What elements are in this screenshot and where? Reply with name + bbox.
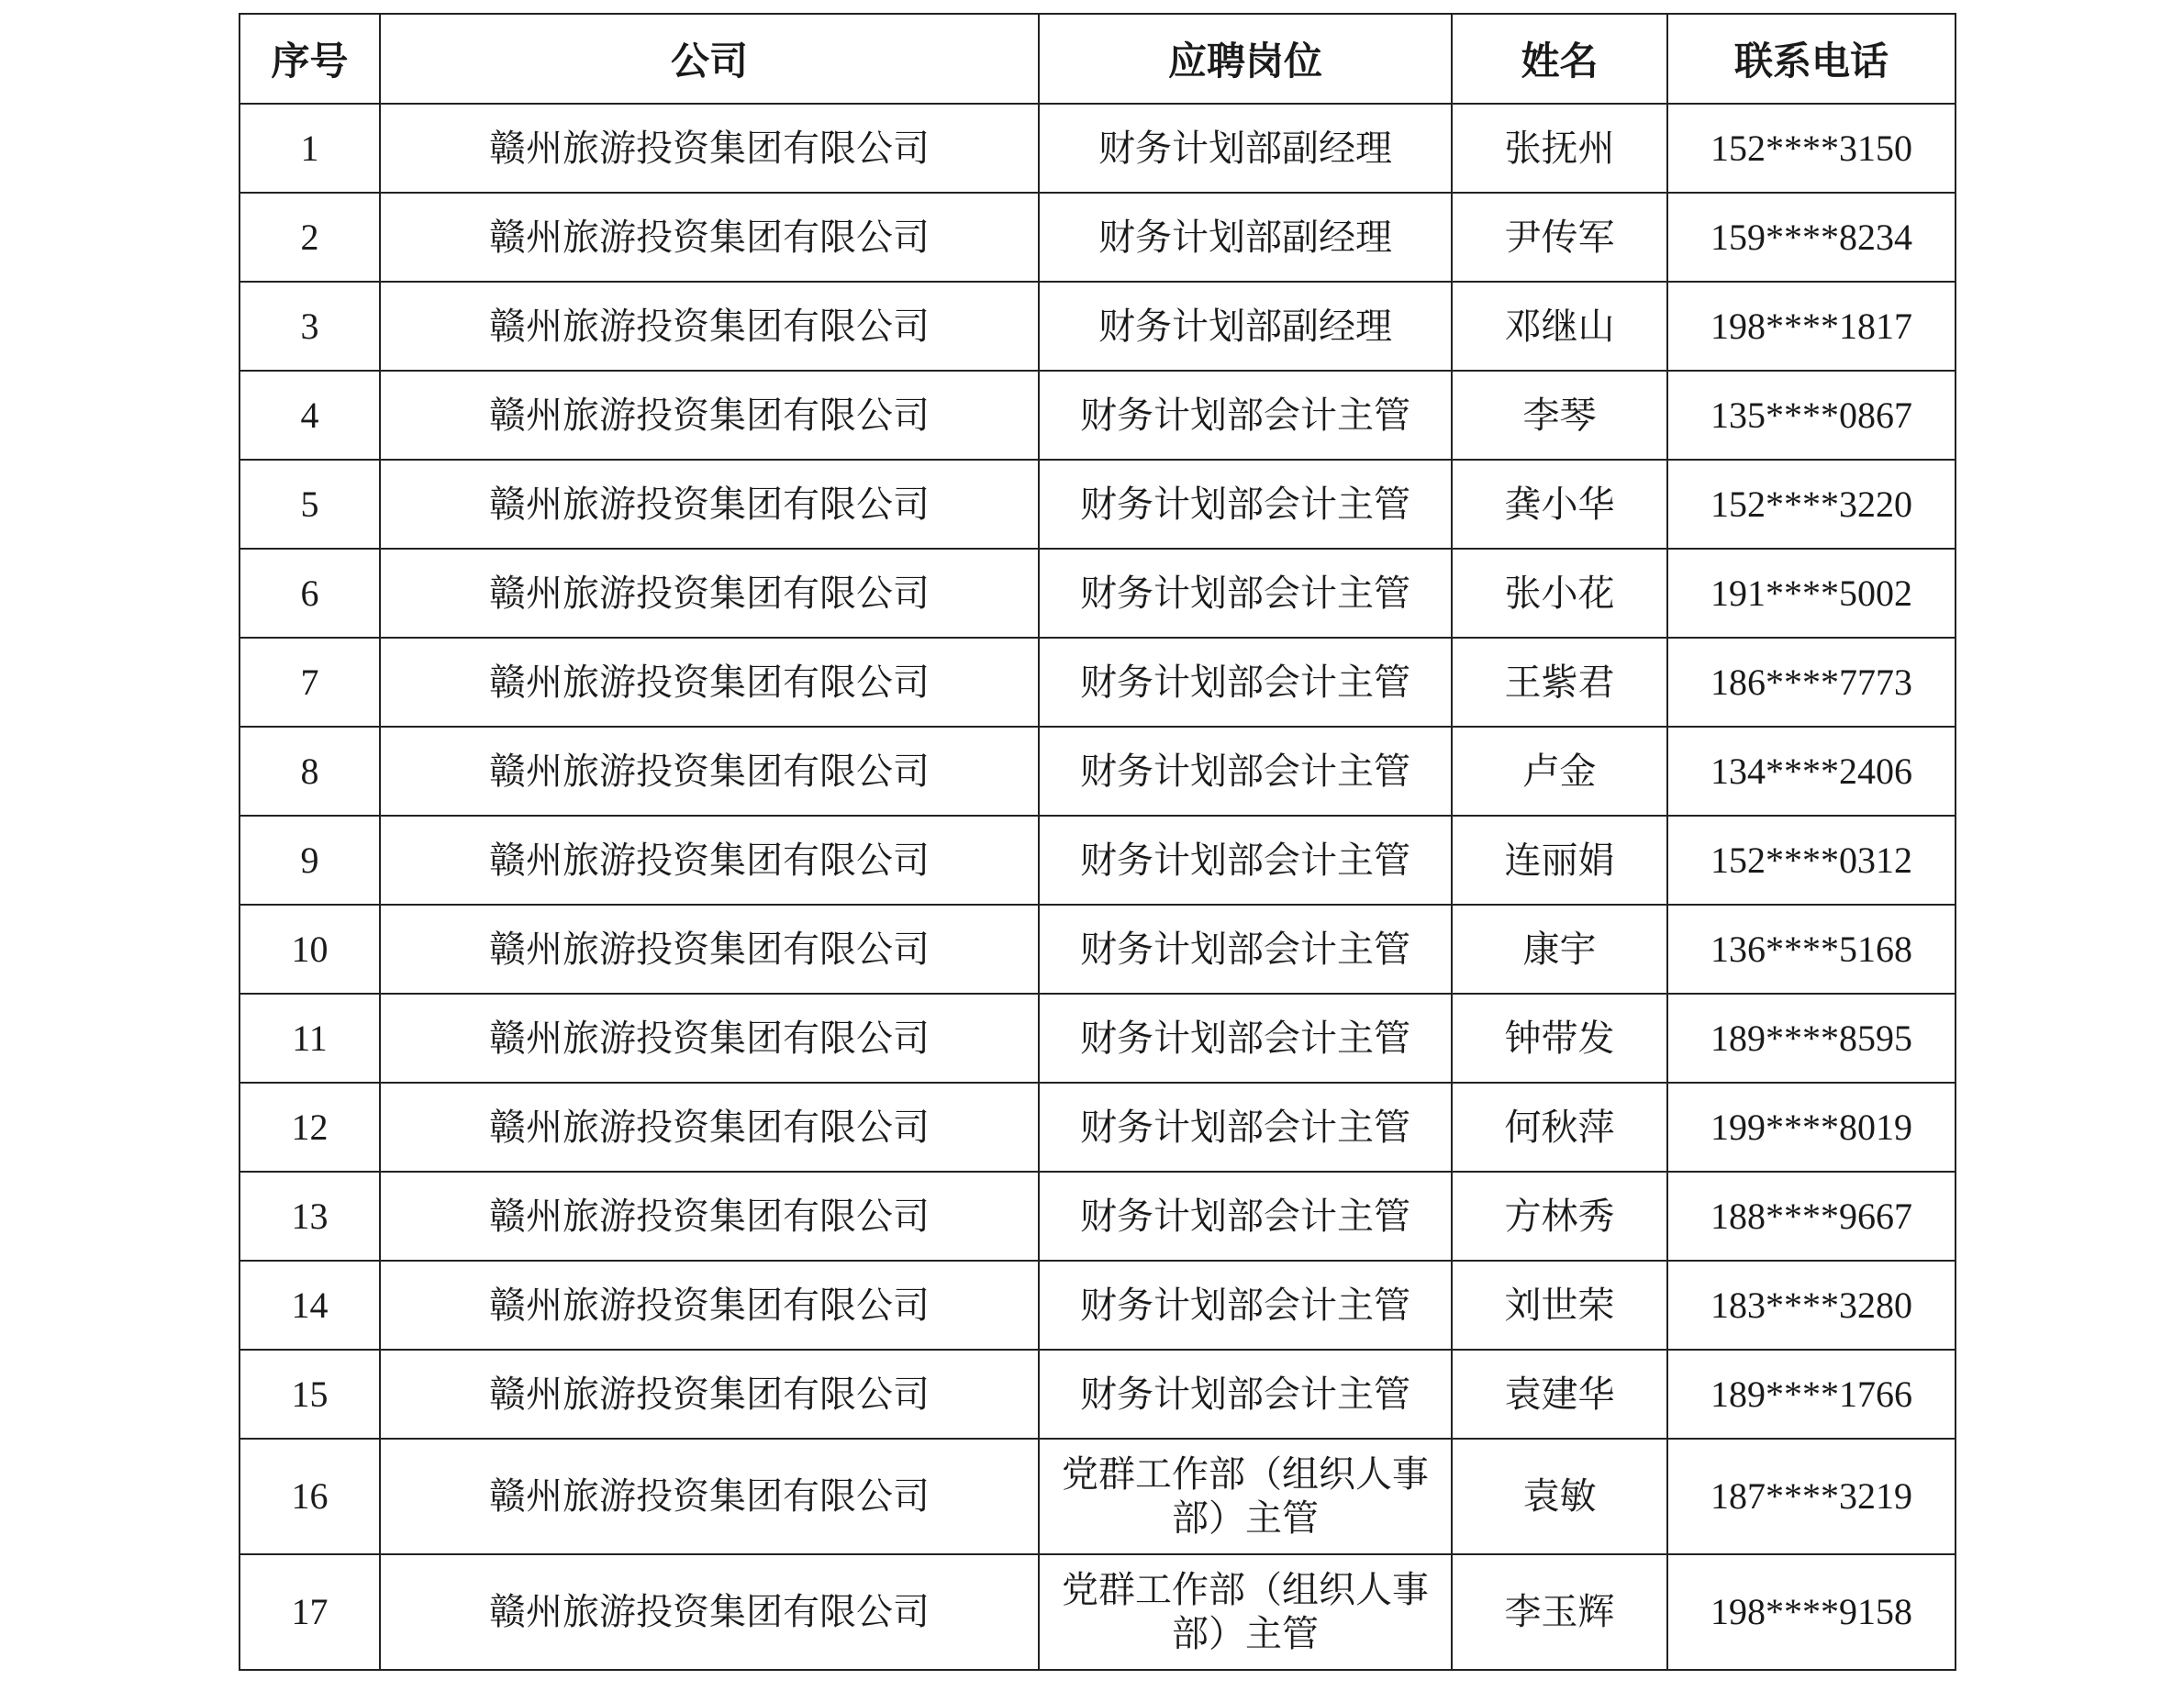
cell-name: 袁建华 [1452, 1350, 1667, 1439]
cell-position: 财务计划部会计主管 [1039, 549, 1452, 638]
cell-name: 尹传军 [1452, 193, 1667, 282]
table-row [240, 1439, 1956, 1554]
applicant-table [239, 13, 1956, 1671]
cell-seq: 14 [240, 1261, 380, 1350]
cell-seq: 5 [240, 460, 380, 549]
header-phone: 联系电话 [1667, 14, 1956, 104]
table-row [240, 1261, 1956, 1350]
cell-position: 财务计划部会计主管 [1039, 1172, 1452, 1261]
cell-company: 赣州旅游投资集团有限公司 [380, 1554, 1039, 1670]
cell-name: 张抚州 [1452, 104, 1667, 193]
cell-phone: 199****8019 [1667, 1083, 1956, 1172]
cell-seq: 7 [240, 638, 380, 727]
table-row [240, 727, 1956, 816]
cell-name: 钟带发 [1452, 994, 1667, 1083]
header-position: 应聘岗位 [1039, 14, 1452, 104]
cell-phone: 189****8595 [1667, 994, 1956, 1083]
cell-company: 赣州旅游投资集团有限公司 [380, 816, 1039, 905]
cell-seq: 12 [240, 1083, 380, 1172]
cell-position: 财务计划部会计主管 [1039, 1261, 1452, 1350]
table-header [240, 14, 1956, 104]
table-row [240, 282, 1956, 371]
cell-seq: 10 [240, 905, 380, 994]
cell-company: 赣州旅游投资集团有限公司 [380, 104, 1039, 193]
cell-seq: 2 [240, 193, 380, 282]
header-seq: 序号 [240, 14, 380, 104]
table-row [240, 1554, 1956, 1670]
cell-phone: 187****3219 [1667, 1439, 1956, 1554]
cell-position: 党群工作部（组织人事部）主管 [1039, 1439, 1452, 1554]
cell-name: 王紫君 [1452, 638, 1667, 727]
cell-position: 财务计划部会计主管 [1039, 816, 1452, 905]
cell-company: 赣州旅游投资集团有限公司 [380, 727, 1039, 816]
cell-company: 赣州旅游投资集团有限公司 [380, 282, 1039, 371]
cell-company: 赣州旅游投资集团有限公司 [380, 1350, 1039, 1439]
table-row [240, 816, 1956, 905]
cell-phone: 198****9158 [1667, 1554, 1956, 1670]
table-row [240, 1083, 1956, 1172]
table-row [240, 638, 1956, 727]
cell-position: 财务计划部会计主管 [1039, 638, 1452, 727]
cell-phone: 198****1817 [1667, 282, 1956, 371]
cell-seq: 9 [240, 816, 380, 905]
cell-position: 财务计划部会计主管 [1039, 1083, 1452, 1172]
table-row [240, 371, 1956, 460]
cell-name: 袁敏 [1452, 1439, 1667, 1554]
cell-phone: 186****7773 [1667, 638, 1956, 727]
table-row [240, 994, 1956, 1083]
cell-seq: 17 [240, 1554, 380, 1670]
table-row [240, 549, 1956, 638]
cell-seq: 3 [240, 282, 380, 371]
cell-company: 赣州旅游投资集团有限公司 [380, 1172, 1039, 1261]
cell-position: 财务计划部会计主管 [1039, 371, 1452, 460]
cell-phone: 183****3280 [1667, 1261, 1956, 1350]
cell-phone: 134****2406 [1667, 727, 1956, 816]
cell-phone: 135****0867 [1667, 371, 1956, 460]
cell-phone: 159****8234 [1667, 193, 1956, 282]
cell-phone: 152****0312 [1667, 816, 1956, 905]
cell-company: 赣州旅游投资集团有限公司 [380, 905, 1039, 994]
cell-position: 党群工作部（组织人事部）主管 [1039, 1554, 1452, 1670]
cell-name: 何秋萍 [1452, 1083, 1667, 1172]
cell-company: 赣州旅游投资集团有限公司 [380, 1083, 1039, 1172]
cell-seq: 8 [240, 727, 380, 816]
cell-name: 连丽娟 [1452, 816, 1667, 905]
cell-name: 李玉辉 [1452, 1554, 1667, 1670]
cell-name: 刘世荣 [1452, 1261, 1667, 1350]
cell-seq: 4 [240, 371, 380, 460]
table-row [240, 905, 1956, 994]
cell-company: 赣州旅游投资集团有限公司 [380, 460, 1039, 549]
cell-phone: 188****9667 [1667, 1172, 1956, 1261]
cell-company: 赣州旅游投资集团有限公司 [380, 193, 1039, 282]
cell-company: 赣州旅游投资集团有限公司 [380, 1261, 1039, 1350]
cell-position: 财务计划部会计主管 [1039, 460, 1452, 549]
table-row [240, 460, 1956, 549]
cell-company: 赣州旅游投资集团有限公司 [380, 371, 1039, 460]
table-row [240, 193, 1956, 282]
cell-phone: 191****5002 [1667, 549, 1956, 638]
table-body [240, 104, 1956, 1670]
table-row [240, 104, 1956, 193]
cell-position: 财务计划部副经理 [1039, 282, 1452, 371]
cell-seq: 1 [240, 104, 380, 193]
cell-name: 方林秀 [1452, 1172, 1667, 1261]
cell-phone: 136****5168 [1667, 905, 1956, 994]
cell-company: 赣州旅游投资集团有限公司 [380, 549, 1039, 638]
table-row [240, 1350, 1956, 1439]
cell-company: 赣州旅游投资集团有限公司 [380, 638, 1039, 727]
cell-phone: 152****3150 [1667, 104, 1956, 193]
cell-seq: 16 [240, 1439, 380, 1554]
cell-position: 财务计划部会计主管 [1039, 727, 1452, 816]
cell-position: 财务计划部副经理 [1039, 104, 1452, 193]
cell-position: 财务计划部副经理 [1039, 193, 1452, 282]
header-row [240, 14, 1956, 104]
cell-phone: 189****1766 [1667, 1350, 1956, 1439]
cell-seq: 6 [240, 549, 380, 638]
cell-company: 赣州旅游投资集团有限公司 [380, 994, 1039, 1083]
header-name: 姓名 [1452, 14, 1667, 104]
cell-position: 财务计划部会计主管 [1039, 905, 1452, 994]
cell-name: 康宇 [1452, 905, 1667, 994]
cell-phone: 152****3220 [1667, 460, 1956, 549]
cell-name: 邓继山 [1452, 282, 1667, 371]
cell-seq: 13 [240, 1172, 380, 1261]
cell-name: 卢金 [1452, 727, 1667, 816]
cell-position: 财务计划部会计主管 [1039, 994, 1452, 1083]
cell-seq: 11 [240, 994, 380, 1083]
cell-name: 龚小华 [1452, 460, 1667, 549]
header-company: 公司 [380, 14, 1039, 104]
cell-company: 赣州旅游投资集团有限公司 [380, 1439, 1039, 1554]
table-row [240, 1172, 1956, 1261]
cell-name: 李琴 [1452, 371, 1667, 460]
cell-position: 财务计划部会计主管 [1039, 1350, 1452, 1439]
cell-seq: 15 [240, 1350, 380, 1439]
cell-name: 张小花 [1452, 549, 1667, 638]
